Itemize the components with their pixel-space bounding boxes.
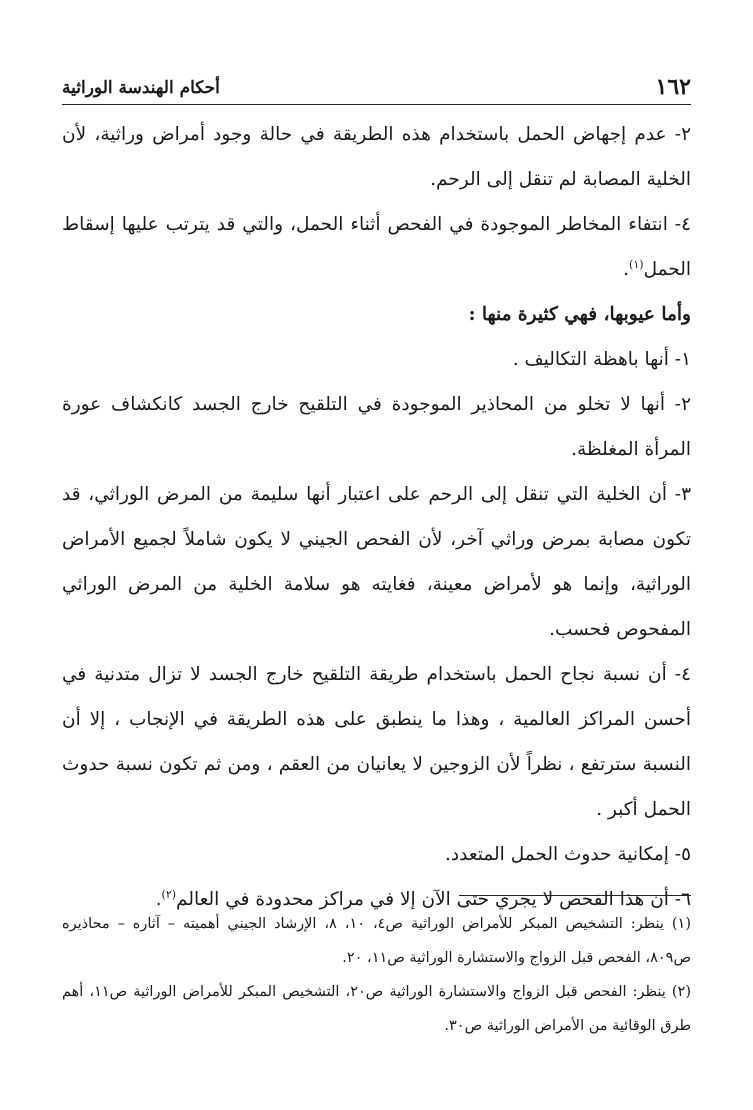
paragraph-item-2: ٢- عدم إجهاض الحمل باستخدام هذه الطريقة في حالة وجود أمراض وراثية، لأن الخلية المصابة لم تنقل إلى الرحم. (62, 124, 691, 190)
drawback-2: ٢- أنها لا تخلو من المحاذير الموجودة في التلقيح خارج الجسد كانكشاف عورة المرأة المغلظة. (62, 394, 691, 460)
page-number: ١٦٢ (655, 74, 691, 100)
drawback-1: ١- أنها باهظة التكاليف . (512, 349, 691, 370)
footnote-ref-1: (١) (629, 257, 644, 271)
running-title: أحكام الهندسة الوراثية (62, 78, 220, 98)
footnote-divider (459, 895, 691, 896)
drawback-6-end: . (155, 889, 162, 910)
drawback-6-text: ٦- أن هذا الفحص لا يجري حتى الآن إلا في مراكز محدودة في العالم (176, 889, 691, 910)
page-header (62, 72, 691, 105)
footnote-1: (١) ينظر: التشخيص المبكر للأمراض الوراثية ص٤، ١٠، ٨، الإرشاد الجيني أهميته – آثاره – محاذيره ص٨٠٩، الفحص قبل الزواج والاستشارة الوراثية ص١١، ٢٠. (62, 916, 691, 966)
drawbacks-heading: وأما عيوبها، فهي كثيرة منها : (468, 304, 691, 325)
item-4-text: ٤- انتفاء المخاطر الموجودة في الفحص أثناء الحمل، والتي قد يترتب عليها إسقاط الحمل (62, 214, 691, 280)
drawback-5: ٥- إمكانية حدوث الحمل المتعدد. (445, 844, 691, 865)
footnotes (62, 907, 691, 1043)
drawback-4: ٤- أن نسبة نجاح الحمل باستخدام طريقة التلقيح خارج الجسد لا تزال متدنية في أحسن المراكز العالمية ، وهذا ما ينطبق على هذه الطريقة في الإنجاب ، إلا أن النسبة سترتفع ، نظراً لأن الزوجين لا يعانيان من العقم ، ومن ثم تكون نسبة حدوث الحمل أكبر . (62, 664, 691, 820)
main-text (62, 112, 691, 922)
footnote-ref-2: (٢) (161, 887, 177, 901)
drawback-3: ٣- أن الخلية التي تنقل إلى الرحم على اعتبار أنها سليمة من المرض الوراثي، قد تكون مصابة بمرض وراثي آخر، لأن الفحص الجيني لا يكون شاملاً لجميع الأمراض الوراثية، وإنما هو لأمراض معينة، فغايته هو سلامة الخلية من المرض الوراثي المفحوص فحسب. (62, 484, 691, 640)
item-4-end: . (623, 259, 630, 280)
paragraph-item-4 (62, 202, 691, 292)
footnote-2: (٢) ينظر: الفحص قبل الزواج والاستشارة الوراثية ص٢٠، التشخيص المبكر للأمراض الوراثية ص١١، أهم طرق الوقائية من الأمراض الوراثية ص٣٠. (62, 984, 691, 1034)
